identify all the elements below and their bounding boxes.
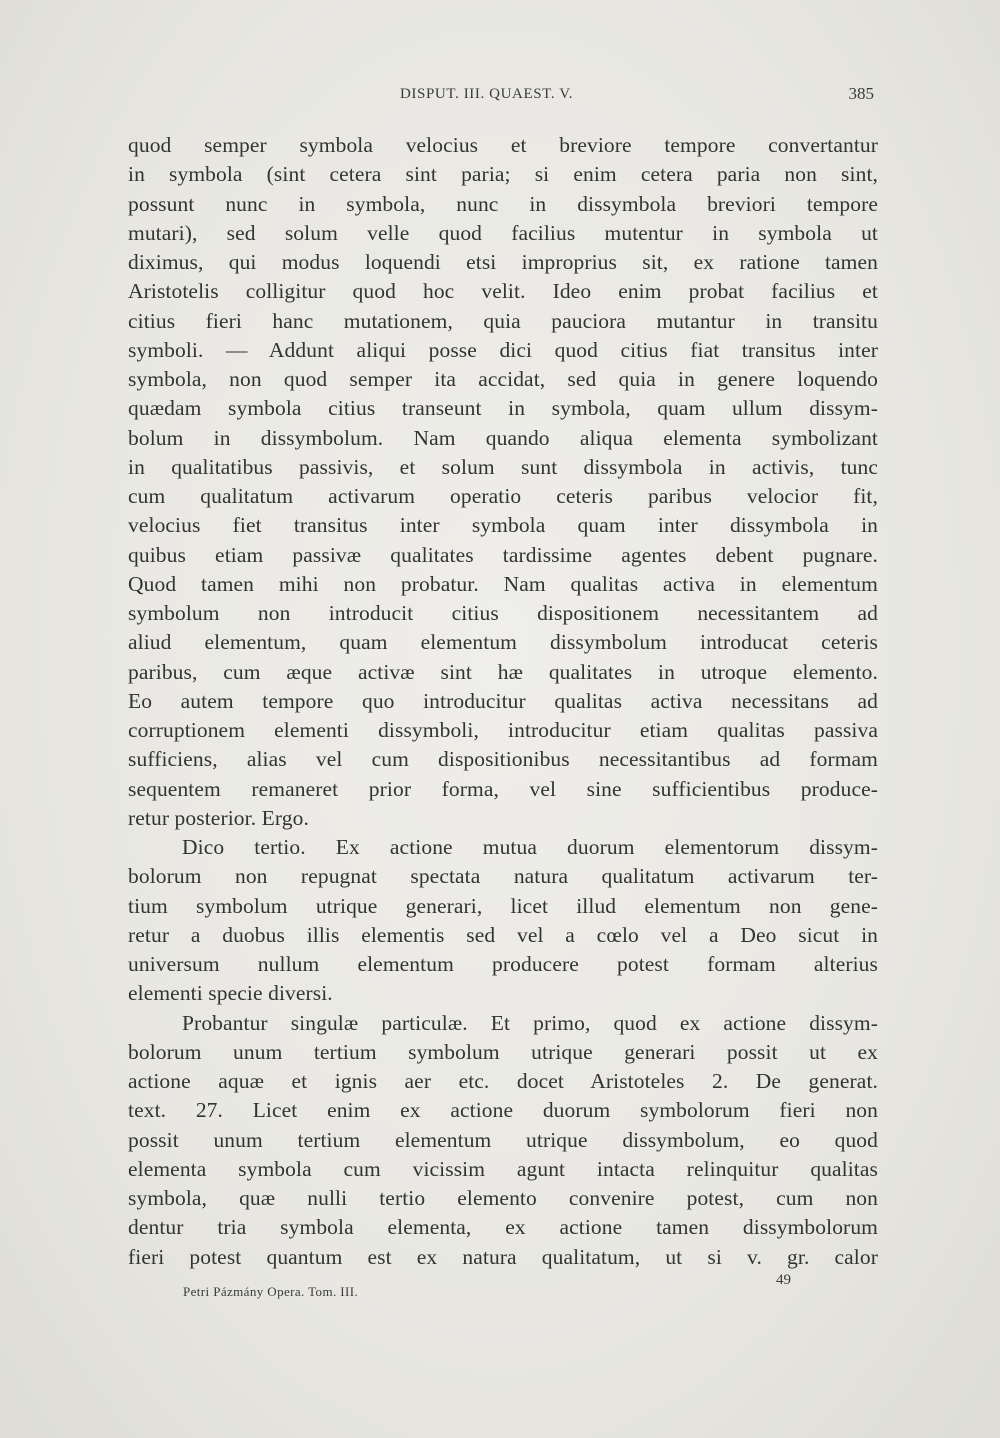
text-line: quædam symbola citius transeunt in symbola, quam ullum dissym- [128, 396, 878, 421]
text-line: quibus etiam passivæ qualitates tardissime agentes debent pugnare. [128, 542, 878, 567]
text-line: tium symbolum utrique generari, licet illud elementum non gene- [128, 893, 878, 918]
text-line: symboli. — Addunt aliqui posse dici quod citius fiat transitus inter [128, 337, 878, 362]
paragraph-start-line: Probantur singulæ particulæ. Et primo, quod ex actione dissym- [182, 1010, 878, 1035]
text-line: bolum in dissymbolum. Nam quando aliqua elementa symbolizant [128, 425, 878, 450]
page-number: 385 [848, 84, 874, 103]
text-line: in symbola (sint cetera sint paria; si enim cetera paria non sint, [128, 162, 878, 187]
text-line: in qualitatibus passivis, et solum sunt dissymbola in activis, tunc [128, 454, 878, 479]
signature-mark: 49 [776, 1272, 791, 1288]
text-line: Eo autem tempore quo introducitur qualitas activa necessitans ad [128, 688, 878, 713]
imprint-line: Petri Pázmány Opera. Tom. III. [183, 1284, 359, 1299]
text-line: symbolum non introducit citius dispositionem necessitantem ad [128, 601, 878, 625]
running-head [0, 86, 1000, 112]
text-line: diximus, qui modus loquendi etsi improprius sit, ex ratione tamen [128, 250, 878, 274]
text-line: bolorum non repugnat spectata natura qualitatum activarum ter- [128, 864, 878, 889]
text-line: aliud elementum, quam elementum dissymbolum introducat ceteris [128, 630, 878, 655]
text-line: symbola, non quod semper ita accidat, sed quia in genere loquendo [128, 367, 878, 391]
text-line: retur posterior. Ergo. [128, 805, 309, 830]
text-line: bolorum unum tertium symbolum utrique generari possit ut ex [128, 1039, 878, 1064]
text-line: Aristotelis colligitur quod hoc velit. Ideo enim probat facilius et [128, 279, 878, 304]
text-line: sequentem remaneret prior forma, vel sine sufficientibus produce- [128, 776, 878, 801]
text-line: cum qualitatum activarum operatio ceteris paribus velocior fit, [128, 484, 878, 508]
text-line: paribus, cum æque activæ sint hæ qualitates in utroque elemento. [128, 659, 878, 684]
text-line: universum nullum elementum producere potest formam alterius [128, 952, 878, 976]
body-text [128, 131, 878, 1272]
text-line: velocius fiet transitus inter symbola quam inter dissymbola in [128, 513, 878, 538]
running-title: DISPUT. III. QUAEST. V. [400, 86, 574, 102]
text-line: dentur tria symbola elementa, ex actione tamen dissymbolorum [128, 1215, 878, 1240]
text-line: text. 27. Licet enim ex actione duorum symbolorum fieri non [128, 1098, 878, 1123]
text-line: Quod tamen mihi non probatur. Nam qualitas activa in elementum [128, 571, 878, 596]
text-line: mutari), sed solum velle quod facilius mutentur in symbola ut [128, 220, 878, 245]
text-line: elementi specie diversi. [128, 981, 333, 1006]
text-line: quod semper symbola velocius et breviore tempore convertantur [128, 133, 878, 157]
text-line: fieri potest quantum est ex natura qualitatum, ut si v. gr. calor [128, 1244, 878, 1269]
text-line: actione aquæ et ignis aer etc. docet Aristoteles 2. De generat. [128, 1069, 878, 1093]
text-line: sufficiens, alias vel cum dispositionibus necessitantibus ad formam [128, 747, 878, 772]
text-line: citius fieri hanc mutationem, quia pauciora mutantur in transitu [128, 308, 878, 333]
text-line: symbola, quæ nulli tertio elemento convenire potest, cum non [128, 1186, 878, 1210]
page-footer [0, 1272, 1000, 1312]
text-line: retur a duobus illis elementis sed vel a cœlo vel a Deo sicut in [128, 922, 878, 947]
text-line: possit unum tertium elementum utrique dissymbolum, eo quod [128, 1127, 878, 1152]
text-line: possunt nunc in symbola, nunc in dissymbola breviori tempore [128, 191, 878, 216]
text-line: elementa symbola cum vicissim agunt intacta relinquitur qualitas [128, 1156, 878, 1181]
paragraph-start-line: Dico tertio. Ex actione mutua duorum elementorum dissym- [182, 835, 878, 859]
text-line: corruptionem elementi dissymboli, introducitur etiam qualitas passiva [128, 718, 878, 742]
